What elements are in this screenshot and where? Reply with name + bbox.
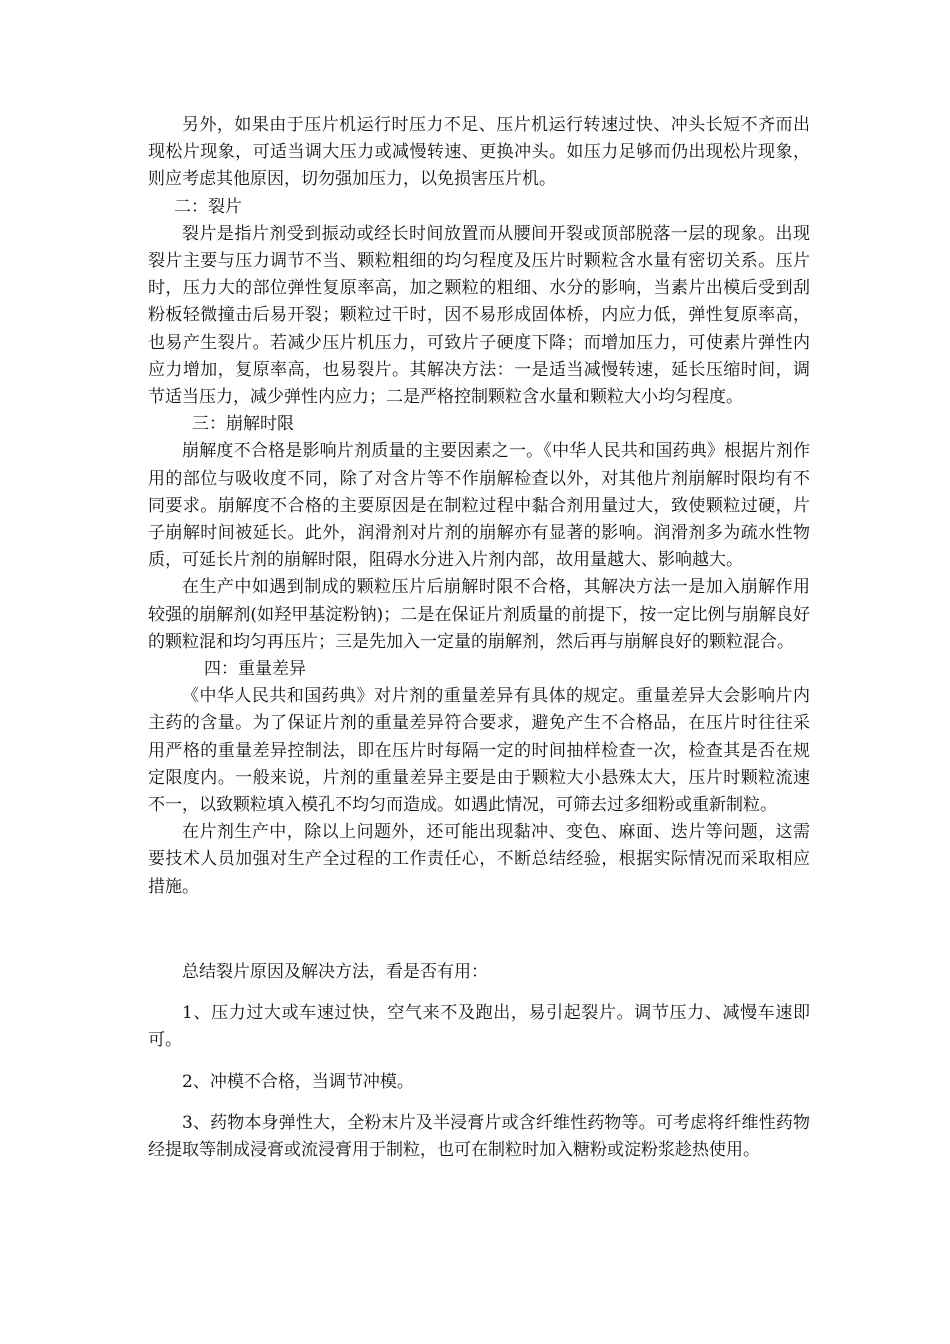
paragraph-disintegration-1: 崩解度不合格是影响片剂质量的主要因素之一。《中华人民共和国药典》根据片剂作用的部位与吸收度不同，除了对含片等不作崩解检查以外，对其他片剂崩解时限均有不同要求。崩解度不合格的主要原因是在制粒过程中黏合剂用量过大，致使颗粒过硬，片子崩解时间被延长。此外，润滑剂对片剂的崩解亦有显著的影响。润滑剂多为疏水性物质，可延长片剂的崩解时限，阻碍水分进入片剂内部，故用量越大、影响越大。 xyxy=(148,441,810,571)
paragraph-weight-variation: 《中华人民共和国药典》对片剂的重量差异有具体的规定。重量差异大会影响片内主药的含量。为了保证片剂的重量差异符合要求，避免产生不合格品，在压片时往往采用严格的重量差异控制法，即在压片时每隔一定的时间抽样检查一次，检查其是否在规定限度内。一般来说，片剂的重量差异主要是由于颗粒大小悬殊太大，压片时颗粒流速不一，以致颗粒填入模孔不均匀而造成。如遇此情况，可筛去过多细粉或重新制粒。 xyxy=(148,686,810,816)
heading-weight-variation: 四：重量差异 xyxy=(204,659,306,680)
document-body xyxy=(148,112,810,1178)
section-spacer xyxy=(148,901,810,959)
paragraph-disintegration-2: 在生产中如遇到制成的颗粒压片后崩解时限不合格，其解决方法一是加入崩解作用较强的崩解剂(如羟甲基淀粉钠)；二是在保证片剂质量的前提下，按一定比例与崩解良好的颗粒混和均匀再压片；三是先加入一定量的崩解剂，然后再与崩解良好的颗粒混合。 xyxy=(148,577,810,652)
paragraph-loose-tablet: 另外，如果由于压片机运行时压力不足、压片机运行转速过快、冲头长短不齐而出现松片现象，可适当调大压力或减慢转速、更换冲头。如压力足够而仍出现松片现象，则应考虑其他原因，切勿强加压力，以免损害压片机。 xyxy=(148,115,810,190)
summary-item: 1、压力过大或车速过快，空气来不及跑出，易引起裂片。调节压力、减慢车速即可。 xyxy=(148,1003,810,1051)
summary-item: 3、药物本身弹性大，全粉末片及半浸膏片或含纤维性药物等。可考虑将纤维性药物经提取等制成浸膏或流浸膏用于制粒，也可在制粒时加入糖粉或淀粉浆趁热使用。 xyxy=(148,1112,810,1160)
summary-item: 2、冲模不合格，当调节冲模。 xyxy=(182,1071,414,1092)
heading-disintegration: 三：崩解时限 xyxy=(192,414,294,435)
paragraph-other-issues: 在片剂生产中，除以上问题外，还可能出现黏冲、变色、麻面、迭片等问题，这需要技术人员加强对生产全过程的工作责任心，不断总结经验，根据实际情况而采取相应措施。 xyxy=(148,822,810,897)
paragraph-cracking: 裂片是指片剂受到振动或经长时间放置而从腰间开裂或顶部脱落一层的现象。出现裂片主要与压力调节不当、颗粒粗细的均匀程度及压片时颗粒含水量有密切关系。压片时，压力大的部位弹性复原率高，加之颗粒的粗细、水分的影响，当素片出模后受到刮粉板轻微撞击后易开裂；颗粒过干时，因不易形成固体桥，内应力低，弹性复原率高，也易产生裂片。若减少压片机压力，可致片子硬度下降；而增加压力，可使素片弹性内应力增加，复原率高，也易裂片。其解决方法：一是适当减慢转速，延长压缩时间，调节适当压力，减少弹性内应力；二是严格控制颗粒含水量和颗粒大小均匀程度。 xyxy=(148,223,810,408)
heading-cracking: 二：裂片 xyxy=(174,196,242,217)
summary-intro: 总结裂片原因及解决方法，看是否有用： xyxy=(182,961,488,982)
